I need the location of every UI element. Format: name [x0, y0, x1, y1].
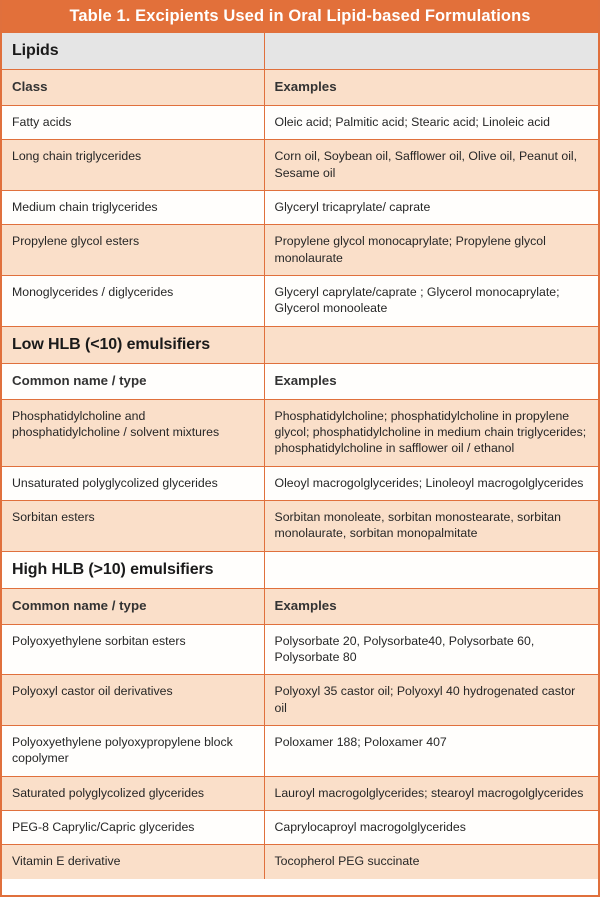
section-title-cell: High HLB (>10) emulsifiers	[2, 551, 264, 588]
cell-class-name: Polyoxyl castor oil derivatives	[2, 675, 264, 726]
table-caption: Table 1. Excipients Used in Oral Lipid-based Formulations	[2, 0, 598, 32]
table-row	[2, 675, 598, 726]
table-row	[2, 190, 598, 224]
table-column-header-row	[2, 588, 598, 624]
table-body	[2, 33, 598, 879]
column-header-cell-name: Common name / type	[2, 588, 264, 624]
table-row	[2, 501, 598, 552]
table-section-row	[2, 326, 598, 363]
cell-class-name: Vitamin E derivative	[2, 845, 264, 879]
cell-examples: Tocopherol PEG succinate	[264, 845, 598, 879]
section-title-cell-empty	[264, 33, 598, 70]
table-row	[2, 845, 598, 879]
cell-examples: Poloxamer 188; Poloxamer 407	[264, 726, 598, 777]
column-header-cell-name: Common name / type	[2, 363, 264, 399]
table-row	[2, 276, 598, 327]
cell-class-name: Sorbitan esters	[2, 501, 264, 552]
cell-examples: Propylene glycol monocaprylate; Propylene glycol monolaurate	[264, 225, 598, 276]
cell-class-name: Fatty acids	[2, 105, 264, 139]
table-row	[2, 624, 598, 675]
cell-examples: Polysorbate 20, Polysorbate40, Polysorbate 60, Polysorbate 80	[264, 624, 598, 675]
cell-class-name: Long chain triglycerides	[2, 140, 264, 191]
table-row	[2, 225, 598, 276]
cell-class-name: Saturated polyglycolized glycerides	[2, 776, 264, 810]
table-column-header-row	[2, 70, 598, 106]
cell-class-name: Phosphatidylcholine and phosphatidylcholine / solvent mixtures	[2, 399, 264, 466]
cell-examples: Lauroyl macrogolglycerides; stearoyl macrogolglycerides	[264, 776, 598, 810]
cell-examples: Phosphatidylcholine; phosphatidylcholine in propylene glycol; phosphatidylcholine in medium chain triglycerides; phosphatidylcholine in safflower oil / ethanol	[264, 399, 598, 466]
section-title-cell-empty	[264, 326, 598, 363]
cell-examples: Oleoyl macrogolglycerides; Linoleoyl macrogolglycerides	[264, 466, 598, 500]
table-column-header-row	[2, 363, 598, 399]
cell-examples: Polyoxyl 35 castor oil; Polyoxyl 40 hydrogenated castor oil	[264, 675, 598, 726]
cell-class-name: Unsaturated polyglycolized glycerides	[2, 466, 264, 500]
cell-examples: Sorbitan monoleate, sorbitan monostearate, sorbitan monolaurate, sorbitan monopalmitate	[264, 501, 598, 552]
cell-examples: Oleic acid; Palmitic acid; Stearic acid; Linoleic acid	[264, 105, 598, 139]
cell-examples: Caprylocaproyl macrogolglycerides	[264, 811, 598, 845]
cell-class-name: Monoglycerides / diglycerides	[2, 276, 264, 327]
section-title-cell-empty	[264, 551, 598, 588]
cell-class-name: Propylene glycol esters	[2, 225, 264, 276]
table-row	[2, 105, 598, 139]
table-section-row	[2, 33, 598, 70]
table-row	[2, 140, 598, 191]
cell-examples: Corn oil, Soybean oil, Safflower oil, Olive oil, Peanut oil, Sesame oil	[264, 140, 598, 191]
table-row	[2, 776, 598, 810]
table-row	[2, 726, 598, 777]
column-header-cell-name: Class	[2, 70, 264, 106]
section-title-cell: Low HLB (<10) emulsifiers	[2, 326, 264, 363]
column-header-cell-examples: Examples	[264, 70, 598, 106]
cell-class-name: PEG-8 Caprylic/Capric glycerides	[2, 811, 264, 845]
cell-examples: Glyceryl caprylate/caprate ; Glycerol monocaprylate; Glycerol monooleate	[264, 276, 598, 327]
cell-class-name: Polyoxyethylene polyoxypropylene block copolymer	[2, 726, 264, 777]
cell-class-name: Medium chain triglycerides	[2, 190, 264, 224]
table-section-row	[2, 551, 598, 588]
column-header-cell-examples: Examples	[264, 588, 598, 624]
table-row	[2, 811, 598, 845]
excipients-table	[2, 32, 598, 879]
section-title-cell: Lipids	[2, 33, 264, 70]
column-header-cell-examples: Examples	[264, 363, 598, 399]
cell-class-name: Polyoxyethylene sorbitan esters	[2, 624, 264, 675]
table-row	[2, 466, 598, 500]
cell-examples: Glyceryl tricaprylate/ caprate	[264, 190, 598, 224]
table-row	[2, 399, 598, 466]
